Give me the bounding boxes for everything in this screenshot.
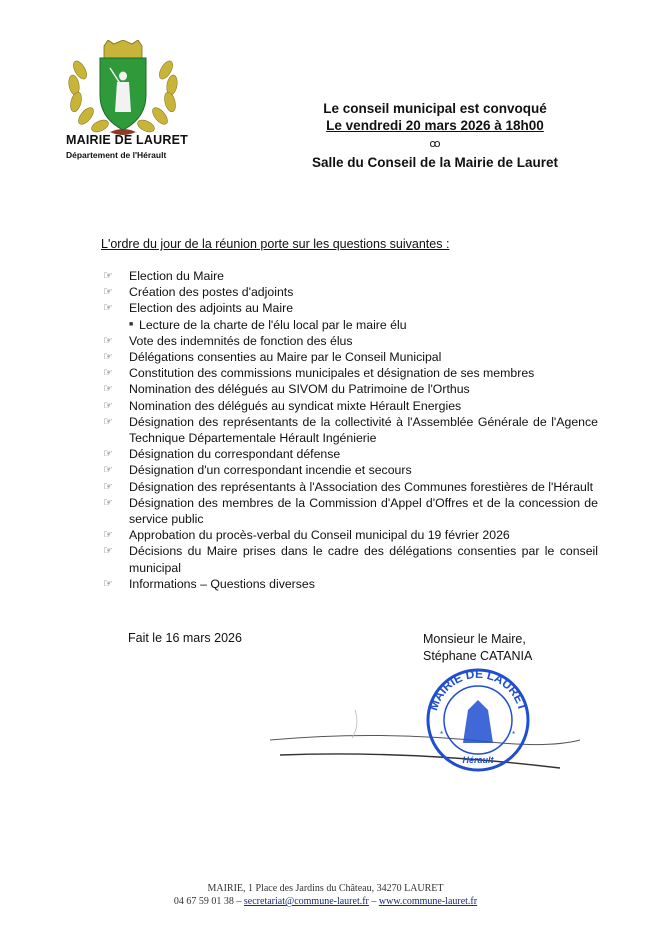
hand-pointing-icon: ☞ <box>103 545 113 558</box>
square-bullet-icon: ■ <box>129 320 134 328</box>
agenda-item: ☞ Vote des indemnités de fonction des élus <box>103 333 353 348</box>
department-label: Département de l'Hérault <box>66 150 167 160</box>
footer-phone: 04 67 59 01 38 – <box>173 896 242 907</box>
svg-text:*: * <box>512 730 516 739</box>
agenda-item: ☞ Election des adjoints au Maire <box>103 301 294 316</box>
footer-address: MAIRIE, 1 Place des Jardins du Château, 34270 LAURET <box>207 883 444 894</box>
footer-contact <box>0 896 651 907</box>
hand-pointing-icon: ☞ <box>103 334 113 347</box>
agenda-item: ☞ Informations – Questions diverses <box>103 576 315 591</box>
hand-pointing-icon: ☞ <box>103 496 113 509</box>
hand-pointing-icon: ☞ <box>103 577 113 590</box>
agenda-item: ☞ Approbation du procès-verbal du Conseil municipal du 19 février 2026 <box>103 528 510 543</box>
hand-pointing-icon: ☞ <box>103 415 113 428</box>
coat-of-arms-logo <box>58 40 188 140</box>
agenda-intro: L'ordre du jour de la réunion porte sur les questions suivantes : <box>101 237 450 251</box>
signatory-block <box>423 631 532 665</box>
date-signed: Fait le 16 mars 2026 <box>128 631 242 645</box>
footer-email-link[interactable]: secretariat@commune-lauret.fr <box>243 896 369 907</box>
hand-pointing-icon: ☞ <box>103 480 113 493</box>
official-stamp <box>418 665 538 775</box>
agenda-item: ☞ Désignation du correspondant défense <box>103 447 341 462</box>
ornament-icon: ꝏ <box>429 138 441 150</box>
agenda-item: ☞ Constitution des commissions municipales et désignation de ses membres <box>103 366 535 381</box>
agenda-item: ☞ Création des postes d'adjoints <box>103 285 294 300</box>
agenda-item: ☞ Election du Maire <box>103 269 225 283</box>
hand-pointing-icon: ☞ <box>103 383 113 396</box>
stamp-top-text: MAIRIE DE LAURET <box>426 666 530 713</box>
hand-pointing-icon: ☞ <box>103 464 113 477</box>
footer-website-link[interactable]: www.commune-lauret.fr <box>378 896 478 907</box>
agenda-list <box>103 268 598 592</box>
agenda-subitem: ■ Lecture de la charte de l'élu local par le maire élu <box>129 317 407 332</box>
mairie-name: MAIRIE DE LAURET <box>66 133 188 147</box>
convocation-title: Le conseil municipal est convoqué <box>323 101 547 116</box>
agenda-item: ☞ Délégations consenties au Maire par le Conseil Municipal <box>103 350 442 365</box>
hand-pointing-icon: ☞ <box>103 399 113 412</box>
hand-pointing-icon: ☞ <box>103 367 113 380</box>
convocation-location: Salle du Conseil de la Mairie de Lauret <box>311 155 559 170</box>
footer-separator: – <box>371 896 377 907</box>
agenda-item: ☞ Désignation des représentants de la collectivité à l'Assemblée Générale de l'Agence Technique Départementale Hérault Ingénierie <box>103 414 598 446</box>
agenda-item: ☞ Nomination des délégués au SIVOM du Patrimoine de l'Orthus <box>103 382 470 397</box>
stamp-bottom-text: Hérault <box>462 755 494 765</box>
convocation-date: Le vendredi 20 mars 2026 à 18h00 <box>326 118 544 133</box>
hand-pointing-icon: ☞ <box>103 351 113 364</box>
agenda-item: ☞ Décisions du Maire prises dans le cadre des délégations consenties par le conseil municipal <box>103 544 598 575</box>
hand-pointing-icon: ☞ <box>103 529 113 542</box>
hand-pointing-icon: ☞ <box>103 448 113 461</box>
signatory-title: Monsieur le Maire, <box>423 632 526 646</box>
agenda-item: ☞ Désignation des membres de la Commission d'Appel d'Offres et de la concession de service public <box>103 495 598 527</box>
hand-pointing-icon: ☞ <box>103 286 113 299</box>
agenda-item: ☞ Désignation d'un correspondant incendie et secours <box>103 463 412 478</box>
hand-pointing-icon: ☞ <box>103 302 113 315</box>
svg-text:*: * <box>440 730 444 739</box>
agenda-item: ☞ Nomination des délégués au syndicat mixte Hérault Energies <box>103 398 462 413</box>
hand-pointing-icon: ☞ <box>103 270 113 282</box>
signatory-name: Stéphane CATANIA <box>423 649 533 663</box>
agenda-item: ☞ Désignation des représentants à l'Association des Communes forestières de l'Hérault <box>103 479 594 494</box>
